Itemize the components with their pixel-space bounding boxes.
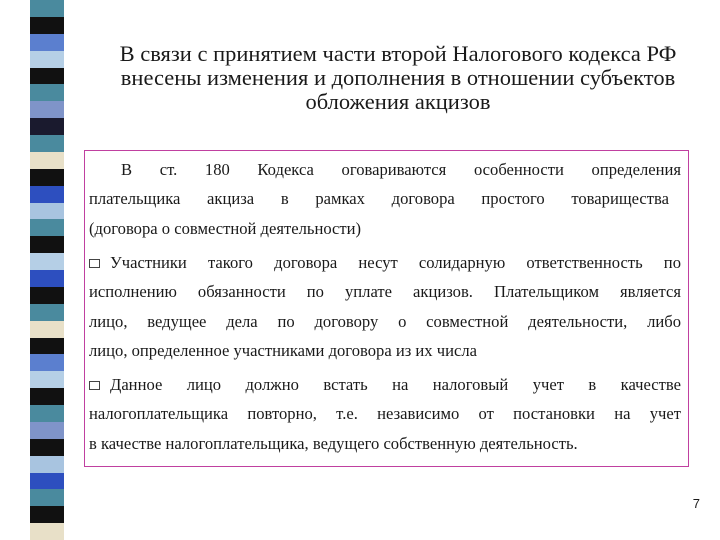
paragraph-line: Участники такого договора несут солидарную ответственность по bbox=[110, 253, 681, 272]
paragraph-line: в качестве налогоплательщика, ведущего собственную деятельность. bbox=[89, 433, 578, 453]
slide-title bbox=[88, 42, 708, 114]
stripe-segment bbox=[30, 152, 64, 169]
square-bullet-icon bbox=[89, 381, 100, 390]
paragraph-line: плательщика акциза в рамках договора простого товарищества bbox=[89, 189, 669, 209]
slide-title-line: обложения акцизов bbox=[305, 89, 491, 114]
stripe-segment bbox=[30, 287, 64, 304]
intro-paragraph bbox=[89, 155, 681, 243]
square-bullet-icon bbox=[89, 259, 100, 268]
stripe-segment bbox=[30, 68, 64, 85]
stripe-segment bbox=[30, 169, 64, 186]
paragraph-line: исполнению обязанности по уплате акцизов. Плательщиком является bbox=[89, 282, 681, 302]
paragraph-line: лицо, определенное участниками договора из их числа bbox=[89, 340, 477, 360]
stripe-segment bbox=[30, 0, 64, 17]
stripe-segment bbox=[30, 405, 64, 422]
stripe-segment bbox=[30, 118, 64, 135]
stripe-segment bbox=[30, 506, 64, 523]
stripe-segment bbox=[30, 135, 64, 152]
page-number: 7 bbox=[692, 496, 700, 511]
paragraph-line: В ст. 180 Кодекса оговариваются особенности определения bbox=[121, 160, 681, 179]
stripe-segment bbox=[30, 473, 64, 490]
stripe-segment bbox=[30, 51, 64, 68]
paragraph-line: налогоплательщика повторно, т.е. независимо от постановки на учет bbox=[89, 404, 681, 424]
stripe-segment bbox=[30, 17, 64, 34]
paragraph-line: (договора о совместной деятельности) bbox=[89, 218, 362, 238]
paragraph-line: лицо, ведущее дела по договору о совместной деятельности, либо bbox=[89, 311, 681, 331]
stripe-segment bbox=[30, 338, 64, 355]
stripe-segment bbox=[30, 523, 64, 540]
stripe-segment bbox=[30, 321, 64, 338]
stripe-segment bbox=[30, 456, 64, 473]
stripe-segment bbox=[30, 439, 64, 456]
stripe-segment bbox=[30, 489, 64, 506]
stripe-segment bbox=[30, 84, 64, 101]
stripe-segment bbox=[30, 253, 64, 270]
stripe-segment bbox=[30, 236, 64, 253]
stripe-segment bbox=[30, 101, 64, 118]
bullet-paragraph-1 bbox=[89, 248, 681, 365]
content-box bbox=[84, 150, 689, 467]
stripe-segment bbox=[30, 219, 64, 236]
stripe-segment bbox=[30, 388, 64, 405]
stripe-segment bbox=[30, 304, 64, 321]
stripe-segment bbox=[30, 203, 64, 220]
stripe-segment bbox=[30, 186, 64, 203]
stripe-segment bbox=[30, 371, 64, 388]
bullet-paragraph-2 bbox=[89, 370, 681, 458]
decorative-stripe-bar bbox=[30, 0, 64, 540]
stripe-segment bbox=[30, 270, 64, 287]
stripe-segment bbox=[30, 354, 64, 371]
stripe-segment bbox=[30, 34, 64, 51]
slide-title-line: В связи с принятием части второй Налогового кодекса РФ bbox=[119, 41, 677, 66]
stripe-segment bbox=[30, 422, 64, 439]
paragraph-line: Данное лицо должно встать на налоговый учет в качестве bbox=[110, 375, 681, 394]
slide-title-line: внесены изменения и дополнения в отношении субъектов bbox=[120, 65, 676, 90]
